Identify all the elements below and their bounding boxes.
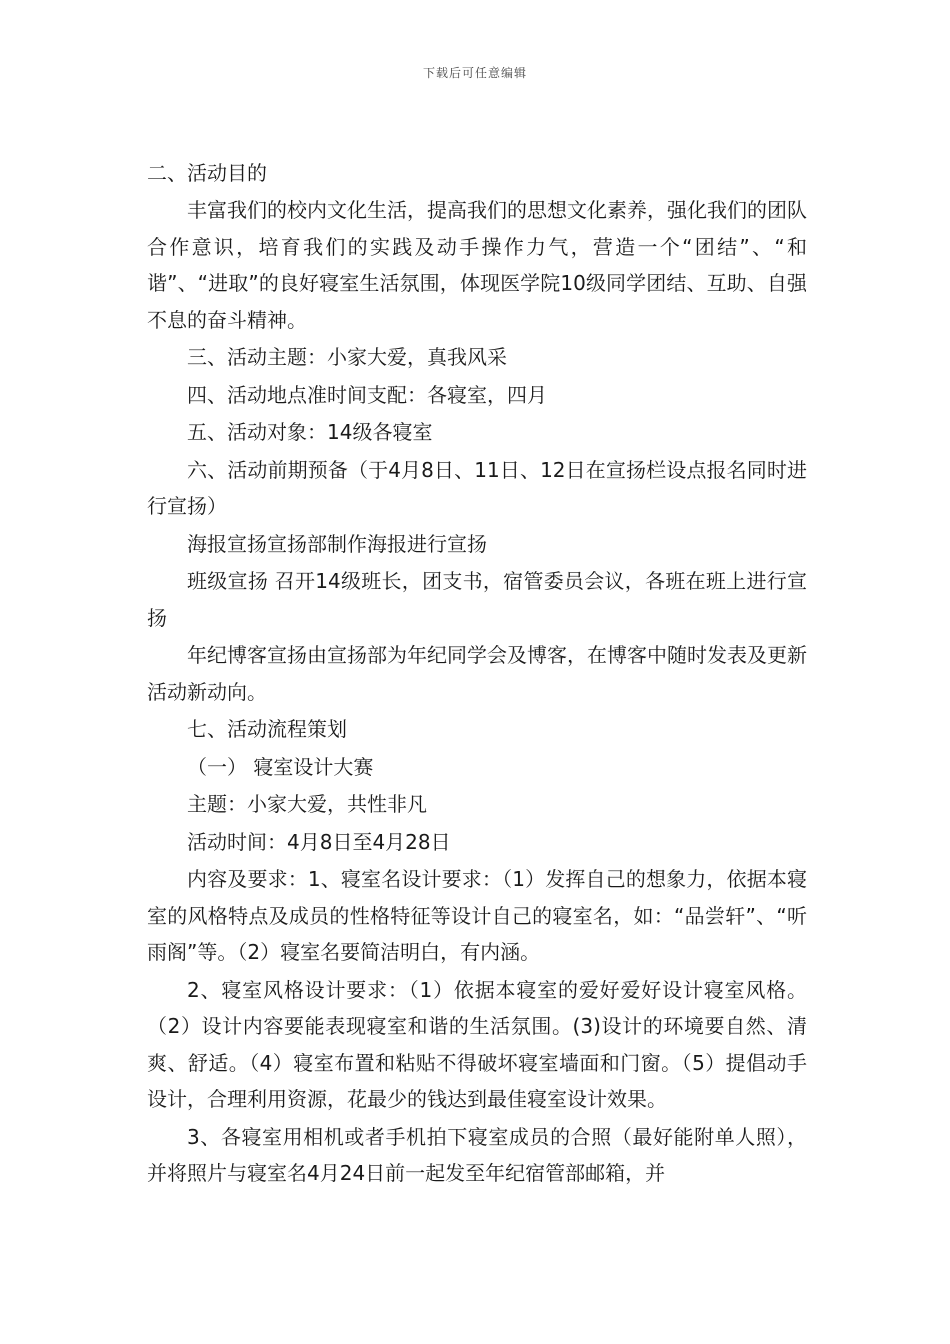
line-place-time: 四、活动地点准时间支配：各寝室，四月	[187, 382, 547, 407]
paragraph-blog-promo: 年纪博客宣扬由宣扬部为年纪同学会及博客，在博客中随时发表及更新活动新动向。	[147, 643, 807, 704]
paragraph-preparation: 六、活动前期预备（于4月8日、11日、12日在宣扬栏设点报名同时进行宣扬）	[147, 457, 807, 518]
header-note: 下载后可任意编辑	[422, 66, 527, 80]
line-sub-theme: 主题：小家大爱，共性非凡	[187, 792, 427, 816]
line-poster: 海报宣扬宣扬部制作海报进行宣扬	[187, 531, 487, 556]
paragraph-requirement-2: 2、寝室风格设计要求：（1）依据本寝室的爱好爱好设计寝室风格。（2）设计内容要能表现寝室和谐的生活氛围。(3)设计的环境要自然、清爽、舒适。（4）寝室布置和粘贴不得破坏寝室墙面和门窗。（5）提倡动手设计，合理利用资源，花最少的钱达到最佳寝室设计效果。	[147, 977, 807, 1111]
paragraph-requirement-1: 内容及要求：1、寝室名设计要求：（1）发挥自己的想象力，依据本寝室的风格特点及成员的性格特征等设计自己的寝室名，如：“品尝轩”、“听雨阁”等。（2）寝室名要简洁明白，有内涵。	[147, 867, 807, 964]
line-target: 五、活动对象：14级各寝室	[187, 420, 433, 444]
line-theme: 三、活动主题：小家大爱，真我风采	[187, 345, 507, 369]
paragraph-purpose: 丰富我们的校内文化生活，提高我们的思想文化素养，强化我们的团队合作意识，培育我们的实践及动手操作力气，营造一个“团结”、“和谐”、“进取”的良好寝室生活氛围，体现医学院10级同学团结、互助、自强不息的奋斗精神。	[147, 198, 807, 332]
line-flow: 七、活动流程策划	[187, 717, 347, 741]
paragraph-requirement-3: 3、各寝室用相机或者手机拍下寝室成员的合照（最好能附单人照），并将照片与寝室名4月24日前一起发至年纪宿管部邮箱，并	[147, 1124, 807, 1185]
section-heading-purpose: 二、活动目的	[147, 161, 267, 185]
paragraph-class-promo: 班级宣扬 召开14级班长，团支书，宿管委员会议，各班在班上进行宣扬	[147, 569, 807, 630]
line-activity-time: 活动时间：4月8日至4月28日	[187, 829, 451, 854]
line-sub-contest: （一） 寝室设计大赛	[187, 754, 374, 779]
document-body	[147, 156, 807, 1193]
